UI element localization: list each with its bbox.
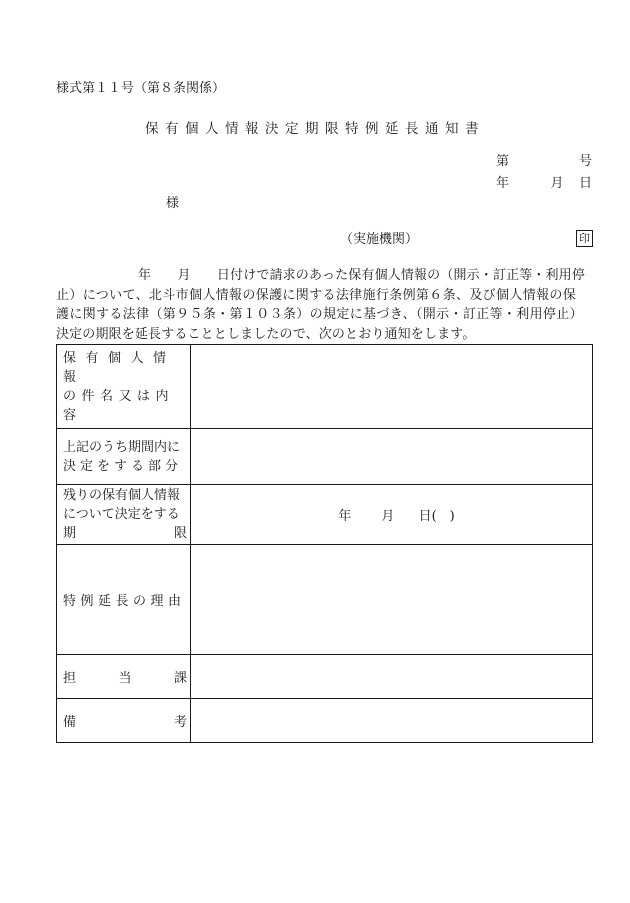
remarks-value[interactable] xyxy=(191,699,593,743)
label-char: 担 xyxy=(63,671,77,686)
table-row xyxy=(57,699,593,743)
department-value[interactable] xyxy=(191,655,593,699)
remarks-label xyxy=(57,699,191,743)
doc-number-prefix: 第 xyxy=(496,154,510,169)
page-title: 保有個人情報決定期限特例延長通知書 xyxy=(145,121,485,137)
item-name-value[interactable] xyxy=(191,345,593,429)
department-label xyxy=(57,655,191,699)
body-line-4: 決定の期限を延長することとしましたので、次のとおり通知をします。 xyxy=(56,326,476,342)
form-number: 様式第１１号（第８条関係） xyxy=(56,81,226,96)
decided-part-label xyxy=(57,429,191,485)
document-number xyxy=(496,154,592,170)
department-label-text xyxy=(63,667,187,686)
table-row xyxy=(57,545,593,655)
table-row xyxy=(57,485,593,545)
issue-date xyxy=(496,176,592,192)
notice-table xyxy=(56,344,593,743)
reason-value[interactable] xyxy=(191,545,593,655)
notice-body xyxy=(56,266,594,344)
item-name-line2: の件名又は内容 xyxy=(63,388,175,423)
decided-part-line2: 決定をする部分 xyxy=(63,458,183,474)
deadline-line3: 期 限 xyxy=(63,526,187,541)
agency-label: （実施機関） xyxy=(340,232,419,247)
deadline-line1: 残りの保有個人情報 xyxy=(63,488,181,503)
seal-char: 印 xyxy=(579,232,590,245)
remarks-label-text xyxy=(63,711,187,730)
date-month: 月 xyxy=(550,176,564,191)
label-char: 考 xyxy=(173,715,187,730)
decided-part-line1: 上記のうち期間内に xyxy=(63,439,181,455)
table-row xyxy=(57,345,593,429)
body-line-3: 護に関する法律（第９５条・第１０３条）の規定に基づき、（開示・訂正等・利用停止） xyxy=(56,307,583,322)
reason-label: 特例延長の理由 xyxy=(57,545,191,655)
deadline-month: 月 xyxy=(381,509,395,524)
item-name-label xyxy=(57,345,191,429)
remaining-deadline-label xyxy=(57,485,191,545)
date-day: 日 xyxy=(578,176,592,191)
body-line-1: 年 月 日付けで請求のあった保有個人情報の（開示・訂正等・利用停 xyxy=(138,268,585,283)
label-char: 課 xyxy=(173,671,187,686)
recipient-honorific: 様 xyxy=(166,196,180,211)
deadline-year: 年 xyxy=(338,509,352,524)
deadline-line2: について決定をする xyxy=(63,507,180,522)
item-name-line1: 保有個人情報 xyxy=(63,350,176,385)
body-line-2: 止）について、北斗市個人情報の保護に関する法律施行条例第６条、及び個人情報の保 xyxy=(56,287,577,303)
seal-stamp xyxy=(576,230,593,247)
date-year: 年 xyxy=(496,176,510,191)
remaining-deadline-value[interactable] xyxy=(191,485,593,545)
label-char: 備 xyxy=(63,715,77,730)
table-row xyxy=(57,655,593,699)
table-row xyxy=(57,429,593,485)
decided-part-value[interactable] xyxy=(191,429,593,485)
doc-number-suffix: 号 xyxy=(578,154,592,169)
deadline-day: 日( ) xyxy=(418,509,455,524)
label-char: 当 xyxy=(118,671,132,686)
